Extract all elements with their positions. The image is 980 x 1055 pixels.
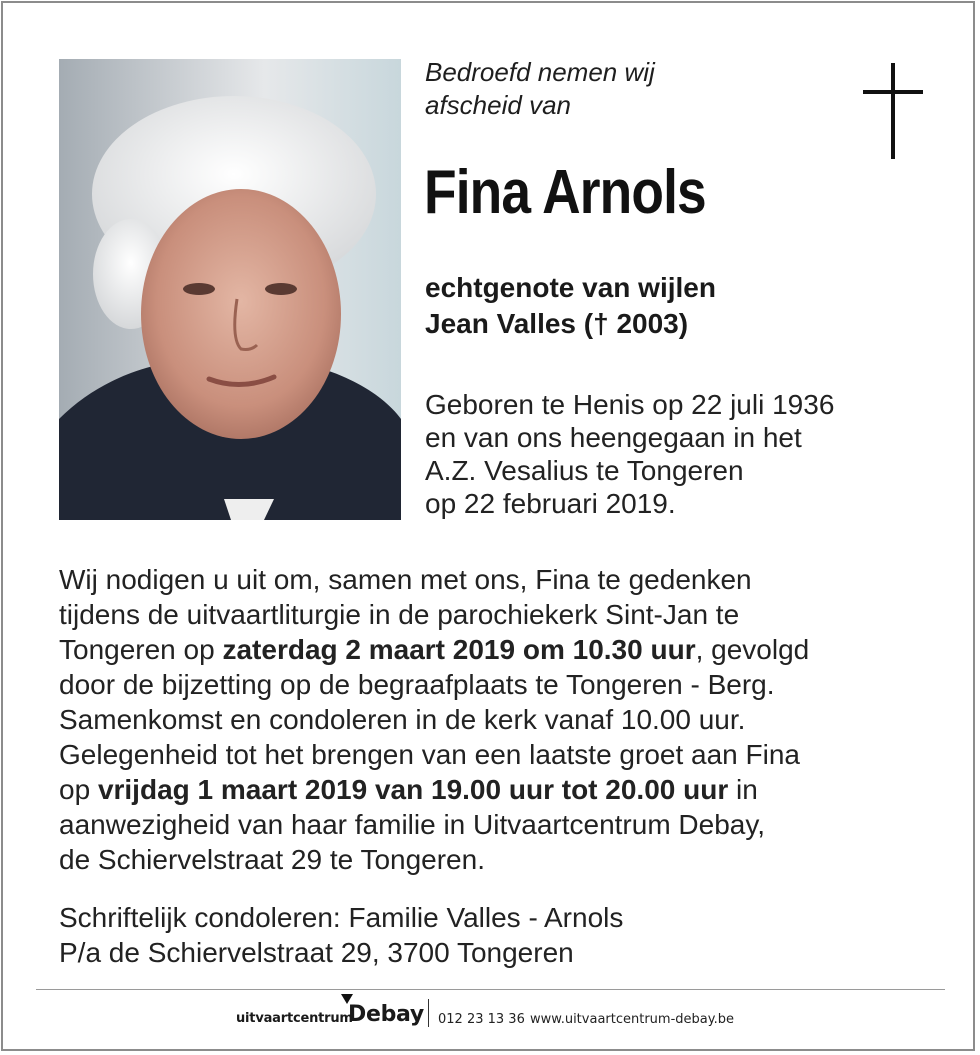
- condolence-line: Schriftelijk condoleren: Familie Valles - Arnols: [59, 902, 624, 933]
- cross-icon: [863, 63, 923, 159]
- body-text-segment: in: [728, 774, 758, 805]
- body-text-segment: , gevolgd: [695, 634, 810, 665]
- footer-website[interactable]: www.uitvaartcentrum-debay.be: [530, 1012, 734, 1027]
- condolence-line: P/a de Schiervelstraat 29, 3700 Tongeren: [59, 937, 574, 968]
- logo-big-text: Debay: [348, 1002, 424, 1027]
- footer-separator: [428, 999, 429, 1027]
- body-line: aanwezigheid van haar familie in Uitvaartcentrum Debay,: [59, 809, 766, 840]
- deceased-name: Fina Arnols: [424, 158, 706, 227]
- footer-divider: [36, 989, 945, 990]
- intro-line: afscheid van: [425, 90, 571, 120]
- logo-small-text: uitvaartcentrum: [236, 1011, 353, 1026]
- body-line: [59, 632, 959, 667]
- spouse-line: echtgenote van wijlen: [425, 272, 716, 303]
- visitation-date: vrijdag 1 maart 2019 van 19.00 uur tot 20.00 uur: [97, 774, 729, 805]
- body-line: [59, 772, 959, 807]
- birth-line: Geboren te Henis op 22 juli 1936: [425, 389, 835, 420]
- body-text-segment: Tongeren op: [59, 634, 223, 665]
- body-line: Samenkomst en condoleren in de kerk vanaf 10.00 uur.: [59, 704, 746, 735]
- funeral-home-logo: [236, 995, 426, 1035]
- birth-line: en van ons heengegaan in het: [425, 422, 802, 453]
- birth-line: A.Z. Vesalius te Tongeren: [425, 455, 744, 486]
- footer-phone: 012 23 13 36: [438, 1012, 525, 1027]
- body-text-segment: op: [59, 774, 98, 805]
- body-line: Wij nodigen u uit om, samen met ons, Fina te gedenken: [59, 564, 752, 595]
- intro-text: [425, 56, 655, 122]
- footer: [0, 995, 980, 1040]
- portrait-illustration: [59, 59, 401, 520]
- spouse-text: [425, 270, 716, 342]
- body-line: tijdens de uitvaartliturgie in de parochiekerk Sint-Jan te: [59, 599, 740, 630]
- intro-line: Bedroefd nemen wij: [425, 57, 655, 87]
- body-line: Gelegenheid tot het brengen van een laatste groet aan Fina: [59, 739, 800, 770]
- birth-line: op 22 februari 2019.: [425, 488, 676, 519]
- funeral-details: [59, 562, 959, 877]
- spouse-line: Jean Valles († 2003): [425, 308, 689, 339]
- body-line: door de bijzetting op de begraafplaats te Tongeren - Berg.: [59, 669, 775, 700]
- condolence-address: [59, 900, 623, 970]
- birth-death-text: [425, 388, 834, 520]
- body-line: de Schiervelstraat 29 te Tongeren.: [59, 844, 485, 875]
- portrait-photo: [59, 59, 401, 520]
- funeral-date: zaterdag 2 maart 2019 om 10.30 uur: [222, 634, 696, 665]
